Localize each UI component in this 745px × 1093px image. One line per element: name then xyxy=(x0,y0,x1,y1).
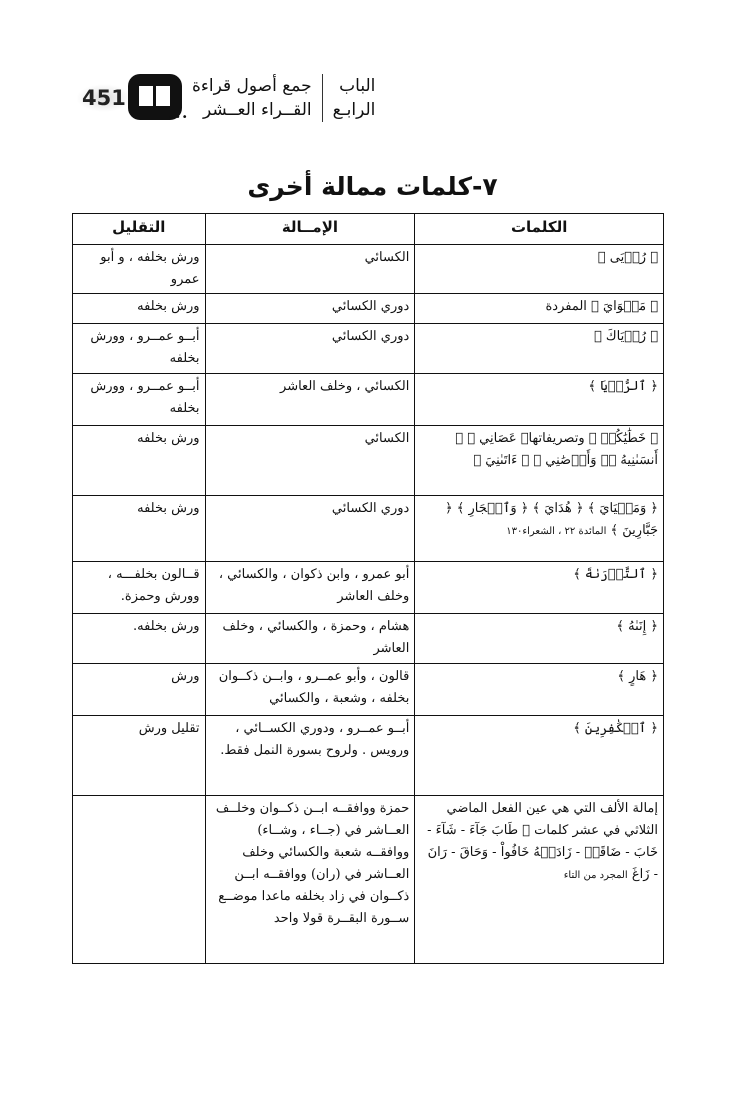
book-title-line-2: القــراء العــشر xyxy=(203,100,312,120)
cell-imala: دوري الكسائي xyxy=(205,294,415,324)
table-row xyxy=(73,245,664,294)
header-divider xyxy=(322,74,323,122)
section-title: ٧-كلمات ممالة أخرى xyxy=(247,172,498,201)
cell-imala: حمزة ووافقــه ابــن ذكــوان وخلــف العــاشر في (جــاء ، وشــاء) ووافقــه شعبة والكسائي وخلف العــاشر في (ران) ووافقــه ابــن ذكــوان في زاد بخلفه ماعدا موضــع ســورة البقــرة قولا واحد xyxy=(205,796,415,964)
cell-taqlil: ورش xyxy=(73,664,206,716)
cell-words: ﴿ خَطَٰيَٰكُمۡ ﴾ وتصريفاتها﴿ عَصَانِي ﴾ ﴿ أَنسَىٰنِيهُ ﴾﴿ وَأَوۡصَٰنِي ﴾ ﴿ ءَاتَىٰنِيَ ﴾ xyxy=(415,426,664,496)
cell-words: ﴿ ٱلۡكَٰفِرِينَ ﴾ xyxy=(415,716,664,796)
cell-imala: الكسائي xyxy=(205,426,415,496)
cell-words xyxy=(415,796,664,964)
cell-imala: الكسائي xyxy=(205,245,415,294)
table-row xyxy=(73,294,664,324)
table-row xyxy=(73,614,664,664)
chapter-line-1: الباب xyxy=(339,76,376,96)
cell-imala: الكسائي ، وخلف العاشر xyxy=(205,374,415,426)
header-taqlil: التقليل xyxy=(73,214,206,245)
chapter-line-2: الرابـع xyxy=(332,100,376,120)
cell-taqlil: قــالون بخلفـــه ، وورش وحمزة. xyxy=(73,562,206,614)
cell-words: ﴿ رُءۡيَى ﴾ xyxy=(415,245,664,294)
header-titles xyxy=(192,74,375,122)
table-row xyxy=(73,496,664,562)
cell-imala: دوري الكسائي xyxy=(205,324,415,374)
cell-imala: أبــو عمــرو ، ودوري الكســائي ، ورويس . ولروح بسورة النمل فقط. xyxy=(205,716,415,796)
table-header-row xyxy=(73,214,664,245)
cell-taqlil: أبــو عمــرو ، وورش بخلفه xyxy=(73,324,206,374)
chapter-label xyxy=(333,74,376,122)
cell-taqlil: ورش بخلفه. xyxy=(73,614,206,664)
book-icon xyxy=(128,74,189,123)
cell-taqlil: أبــو عمــرو ، وورش بخلفه xyxy=(73,374,206,426)
cell-words: ﴿ مَثۡوَايَ ﴾ المفردة xyxy=(415,294,664,324)
page-number: 451 xyxy=(76,84,132,112)
book-title-line-1: جمع أصول قراءة xyxy=(192,76,312,96)
words-text: ﴿ وَمَحۡيَايَ ﴾ ﴿ هُدَايَ ﴾ ﴿ وَٱلۡجَارِ ﴾ ﴿ جَبَّارِينَ ﴾ xyxy=(444,501,658,538)
table-row xyxy=(73,324,664,374)
cell-imala: هشام ، وحمزة ، والكسائي ، وخلف العاشر xyxy=(205,614,415,664)
book-title xyxy=(192,74,312,122)
cell-imala: دوري الكسائي xyxy=(205,496,415,562)
logo-dots: ••• xyxy=(168,112,189,123)
table-row xyxy=(73,374,664,426)
words-text: إمالة الألف التي هي عين الفعل الماضي الثلاثي في عشر كلمات ﴿ طَابَ جَآءَ - شَآءَ - خَابَ - ضَاقَتۡ - زَادَتۡهُ خَافُواْ - وَحَاقَ - رَانَ - زَاغَ xyxy=(427,801,658,882)
cell-words: ﴿ رُءۡيَاكَ ﴾ xyxy=(415,324,664,374)
header-imala: الإمــالة xyxy=(205,214,415,245)
cell-imala: أبو عمرو ، وابن ذكوان ، والكسائي ، وخلف العاشر xyxy=(205,562,415,614)
words-note: المجرد من التاء xyxy=(563,870,628,881)
cell-words: ﴿ إِنَىٰهُ ﴾ xyxy=(415,614,664,664)
cell-words: ﴿ ٱلتَّوۡرَىٰةَ ﴾ xyxy=(415,562,664,614)
cell-taqlil: ورش بخلفه xyxy=(73,496,206,562)
cell-taqlil xyxy=(73,796,206,964)
cell-taqlil: ورش بخلفه xyxy=(73,294,206,324)
table-row xyxy=(73,664,664,716)
header-words: الكلمات xyxy=(415,214,664,245)
cell-taqlil: ورش بخلفه ، و أبو عمرو xyxy=(73,245,206,294)
cell-words: ﴿ ٱلرُّءۡيَا ﴾ xyxy=(415,374,664,426)
table-row xyxy=(73,716,664,796)
page-header xyxy=(70,70,390,130)
cell-words xyxy=(415,496,664,562)
table-row xyxy=(73,426,664,496)
book-left-page xyxy=(139,86,153,106)
book-right-page xyxy=(156,86,170,106)
cell-taqlil: تقليل ورش xyxy=(73,716,206,796)
cell-imala: قالون ، وأبو عمــرو ، وابــن ذكــوان بخلفه ، وشعبة ، والكسائي xyxy=(205,664,415,716)
table-row xyxy=(73,562,664,614)
cell-words: ﴿ هَارٍ ﴾ xyxy=(415,664,664,716)
words-note: المائدة ٢٢ ، الشعراء١٣٠ xyxy=(506,526,607,537)
cell-taqlil: ورش بخلفه xyxy=(73,426,206,496)
imala-table xyxy=(72,213,664,964)
table-row xyxy=(73,796,664,964)
